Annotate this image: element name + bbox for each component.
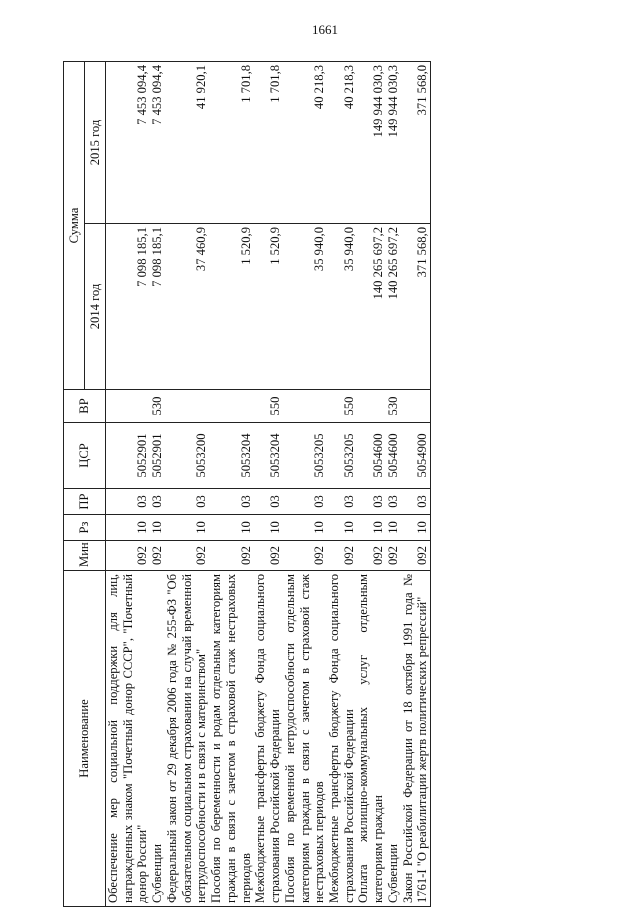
row-csr: 5052901 [106,423,151,489]
row-amount-2015: 149 944 030,3 [386,61,401,223]
row-amount-2014: 1 520,9 [253,224,282,390]
row-name: Субвенции [150,571,165,907]
header-sum: Сумма [64,61,85,389]
row-name: Пособия по беременности и родам отдельным категориям граждан в связи с зачетом в страховой стаж нестраховых периодов [209,571,253,907]
row-csr: 5054600 [356,423,385,489]
row-rz: 10 [209,515,253,541]
row-rz: 10 [386,515,401,541]
table-body [106,61,431,906]
row-pr: 03 [401,489,431,515]
row-min: 092 [253,541,282,571]
row-name: Межбюджетные трансферты бюджету Фонда социального страхования Российской Федерации [327,571,356,907]
row-amount-2014: 371 568,0 [401,224,431,390]
row-min: 092 [386,541,401,571]
row-rz: 10 [283,515,327,541]
row-min: 092 [327,541,356,571]
table-row [150,61,165,906]
table-row [327,61,356,906]
rotated-table-wrapper [63,62,608,907]
row-name: Федеральный закон от 29 декабря 2006 года № 255-ФЗ "Об обязательном социальном страховании на случай временной нетрудоспособности и в связи с материнством" [165,571,209,907]
table-row [283,61,327,906]
row-amount-2015: 40 218,3 [327,61,356,223]
row-csr: 5053204 [209,423,253,489]
row-vr: 530 [150,390,165,423]
row-vr [356,390,385,423]
row-amount-2014: 1 520,9 [209,224,253,390]
row-amount-2015: 1 701,8 [209,61,253,223]
row-amount-2015: 1 701,8 [253,61,282,223]
row-vr [283,390,327,423]
row-rz: 10 [356,515,385,541]
table-row [106,61,151,906]
table-header-row [64,61,85,906]
header-name: Наименование [64,571,106,907]
table-row [209,61,253,906]
row-name: Межбюджетные трансферты бюджету Фонда социального страхования Российской Федерации [253,571,282,907]
row-vr: 550 [253,390,282,423]
row-rz: 10 [401,515,431,541]
row-pr: 03 [150,489,165,515]
row-amount-2014: 140 265 697,2 [386,224,401,390]
row-amount-2015: 7 453 094,4 [106,61,151,223]
row-pr: 03 [253,489,282,515]
row-pr: 03 [209,489,253,515]
row-name: Закон Российской Федерации от 18 октября 1991 года № 1761-I "О реабилитации жертв политических репрессий" [401,571,431,907]
row-vr [165,390,209,423]
row-amount-2015: 7 453 094,4 [150,61,165,223]
row-pr: 03 [386,489,401,515]
table-row [356,61,385,906]
row-amount-2014: 37 460,9 [165,224,209,390]
row-vr: 550 [327,390,356,423]
row-csr: 5052901 [150,423,165,489]
page-number: 1661 [312,22,338,37]
row-pr: 03 [327,489,356,515]
row-min: 092 [165,541,209,571]
row-amount-2015: 371 568,0 [401,61,431,223]
row-name: Обеспечение мер социальной поддержки для лиц, награжденных знаком "Почетный донор СССР", "Почетный донор России" [106,571,151,907]
row-min: 092 [356,541,385,571]
row-amount-2014: 35 940,0 [283,224,327,390]
row-amount-2014: 140 265 697,2 [356,224,385,390]
row-csr: 5053205 [327,423,356,489]
budget-table [63,61,431,907]
row-min: 092 [401,541,431,571]
header-year-2014: 2014 год [85,224,106,390]
row-vr [401,390,431,423]
row-name: Субвенции [386,571,401,907]
row-pr: 03 [356,489,385,515]
row-csr: 5053200 [165,423,209,489]
row-pr: 03 [165,489,209,515]
header-csr: ЦСР [64,423,106,489]
header-vr: ВР [64,390,106,423]
row-vr: 530 [386,390,401,423]
header-year-2015: 2015 год [85,61,106,223]
row-csr: 5053204 [253,423,282,489]
row-rz: 10 [253,515,282,541]
row-amount-2014: 7 098 185,1 [150,224,165,390]
table-row [253,61,282,906]
table-row [401,61,431,906]
row-min: 092 [150,541,165,571]
row-csr: 5054900 [401,423,431,489]
row-rz: 10 [150,515,165,541]
row-amount-2015: 41 920,1 [165,61,209,223]
row-min: 092 [283,541,327,571]
row-vr [209,390,253,423]
row-name: Оплата жилищно-коммунальных услуг отдельным категориям граждан [356,571,385,907]
row-name: Пособия по временной нетрудоспособности отдельным категориям граждан в связи с зачетом в страховой стаж нестраховых периодов [283,571,327,907]
row-rz: 10 [327,515,356,541]
row-csr: 5053205 [283,423,327,489]
row-amount-2014: 35 940,0 [327,224,356,390]
row-amount-2014: 7 098 185,1 [106,224,151,390]
row-rz: 10 [165,515,209,541]
row-pr: 03 [106,489,151,515]
header-min: Мин [64,541,106,571]
table-row [165,61,209,906]
header-rz: Рз [64,515,106,541]
row-amount-2015: 40 218,3 [283,61,327,223]
row-pr: 03 [283,489,327,515]
row-rz: 10 [106,515,151,541]
row-vr [106,390,151,423]
row-csr: 5054600 [386,423,401,489]
row-amount-2015: 149 944 030,3 [356,61,385,223]
header-pr: ПР [64,489,106,515]
row-min: 092 [209,541,253,571]
table-row [386,61,401,906]
row-min: 092 [106,541,151,571]
